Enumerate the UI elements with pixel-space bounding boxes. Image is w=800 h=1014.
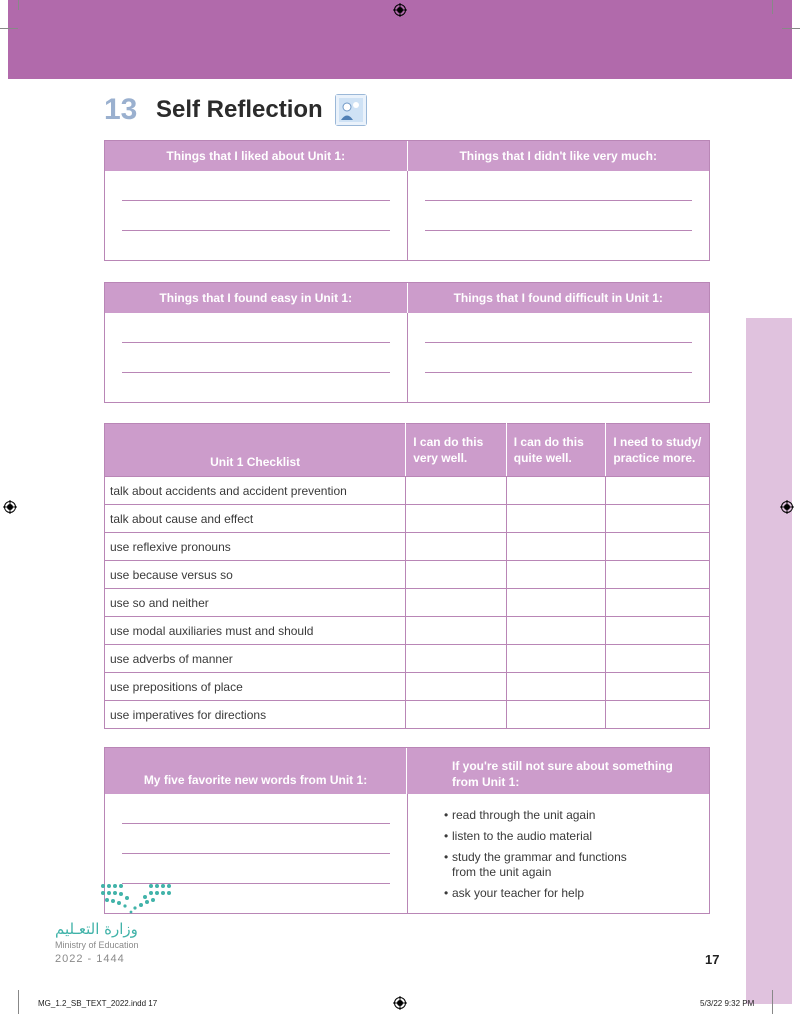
ministry-name-english: Ministry of Education [55,940,139,950]
write-line[interactable] [425,230,693,231]
section-heading [104,92,367,128]
check-cell[interactable] [406,589,507,617]
ministry-name-arabic: وزارة التعـليم [55,920,138,938]
check-cell[interactable] [506,533,606,561]
easy-difficult-box [104,282,710,403]
registration-mark-icon [393,3,407,17]
disliked-header: Things that I didn't like very much: [459,149,658,163]
skill-label: talk about cause and effect [105,505,406,533]
skill-label: use reflexive pronouns [105,533,406,561]
check-cell[interactable] [406,673,507,701]
difficult-header: Things that I found difficult in Unit 1: [453,291,663,305]
self-reflection-icon [335,94,367,126]
skill-label: talk about accidents and accident prevention [105,477,406,505]
table-row [105,561,710,589]
check-cell[interactable] [506,645,606,673]
check-cell[interactable] [406,505,507,533]
page-number: 17 [705,952,720,967]
write-line[interactable] [425,372,693,373]
table-row [105,477,710,505]
check-cell[interactable] [406,701,507,729]
checklist-title: Unit 1 Checklist [105,424,406,477]
list-item: • listen to the audio material [452,829,709,844]
check-cell[interactable] [506,561,606,589]
list-item: • study the grammar and functions from the unit again [452,850,709,880]
crop-mark [18,990,19,1014]
table-row [105,673,710,701]
column-header-very-well: I can do this very well. [406,424,507,477]
check-cell[interactable] [506,701,606,729]
table-row [105,701,710,729]
check-cell[interactable] [506,617,606,645]
check-cell[interactable] [506,505,606,533]
table-row [105,645,710,673]
registration-mark-icon [393,996,407,1010]
crop-mark [18,0,19,10]
registration-mark-icon [780,500,794,514]
write-line[interactable] [122,342,390,343]
check-cell[interactable] [606,701,710,729]
ministry-logo-icon [55,880,205,919]
check-cell[interactable] [606,673,710,701]
tips-list [452,808,709,901]
check-cell[interactable] [606,617,710,645]
check-cell[interactable] [606,561,710,589]
column-header-study-more: I need to study/ practice more. [606,424,710,477]
check-cell[interactable] [406,477,507,505]
write-line[interactable] [122,230,390,231]
skill-label: use adverbs of manner [105,645,406,673]
check-cell[interactable] [506,477,606,505]
side-tab [746,318,792,1004]
section-title: Self Reflection [156,96,323,123]
check-cell[interactable] [406,533,507,561]
check-cell[interactable] [506,673,606,701]
skill-label: use prepositions of place [105,673,406,701]
check-cell[interactable] [406,645,507,673]
check-cell[interactable] [406,561,507,589]
skill-label: use so and neither [105,589,406,617]
write-line[interactable] [425,342,693,343]
crop-mark [772,0,773,14]
still-not-sure-header: If you're still not sure about something from Unit 1: [452,759,673,789]
check-cell[interactable] [606,505,710,533]
check-cell[interactable] [606,477,710,505]
print-slug-date: 5/3/22 9:32 PM [700,999,755,1008]
section-number: 13 [104,93,138,126]
check-cell[interactable] [506,589,606,617]
crop-mark [782,28,800,29]
skill-label: use because versus so [105,561,406,589]
crop-mark [772,990,773,1014]
skill-label: use modal auxiliaries must and should [105,617,406,645]
write-line[interactable] [122,823,390,824]
table-row [105,505,710,533]
registration-mark-icon [3,500,17,514]
crop-mark [0,28,18,29]
write-line[interactable] [122,372,390,373]
skill-label: use imperatives for directions [105,701,406,729]
table-row [105,617,710,645]
check-cell[interactable] [606,589,710,617]
write-line[interactable] [122,200,390,201]
favorite-words-header: My five favorite new words from Unit 1: [105,748,407,794]
write-line[interactable] [425,200,693,201]
likes-box [104,140,710,261]
table-row [105,533,710,561]
liked-header: Things that I liked about Unit 1: [105,141,408,171]
check-cell[interactable] [406,617,507,645]
column-header-quite-well: I can do this quite well. [506,424,606,477]
check-cell[interactable] [606,645,710,673]
edition-year: 2022 - 1444 [55,953,125,965]
list-item: • read through the unit again [452,808,709,823]
check-cell[interactable] [606,533,710,561]
print-slug-file: MG_1.2_SB_TEXT_2022.indd 17 [38,999,158,1008]
unit-checklist-table [104,423,710,729]
write-line[interactable] [122,853,390,854]
list-item: • ask your teacher for help [452,886,709,901]
table-row [105,589,710,617]
easy-header: Things that I found easy in Unit 1: [105,283,408,313]
